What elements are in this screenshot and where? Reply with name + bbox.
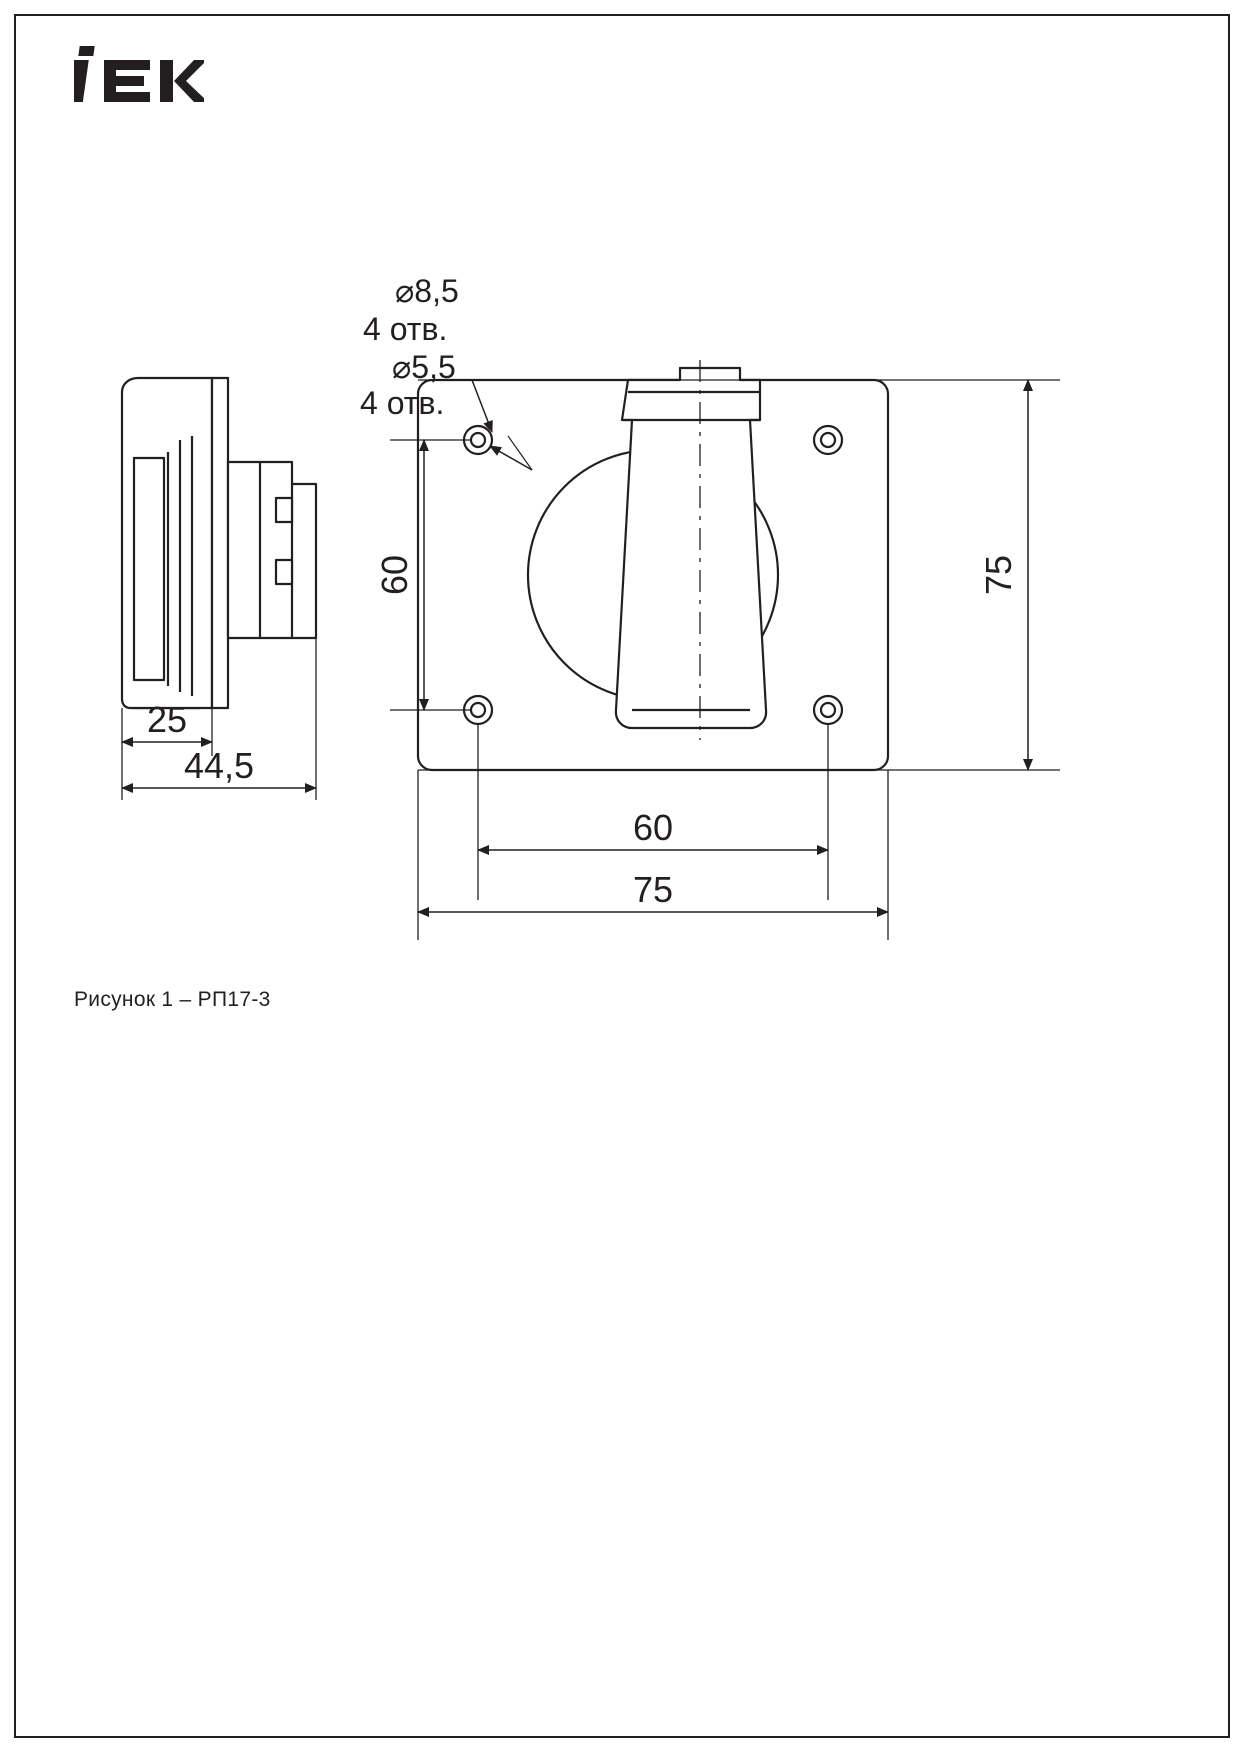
label-hole-diameter-8-5: ⌀8,5 (395, 273, 459, 309)
side-view-shape (122, 378, 316, 708)
label-hole-diameter-5-5: ⌀5,5 (392, 349, 456, 385)
label-dim-vert-75: 75 (978, 554, 1019, 596)
label-hole-count-4-upper: 4 отв. (363, 311, 448, 347)
iek-logo (74, 44, 204, 106)
technical-drawing (60, 240, 1120, 940)
label-dim-vert-60: 60 (374, 554, 415, 596)
label-dim-horz-75: 75 (632, 869, 674, 910)
label-dim-horz-60: 60 (632, 807, 674, 848)
label-hole-count-4-lower: 4 отв. (360, 385, 445, 421)
label-dim-25: 25 (146, 699, 188, 740)
label-dim-44-5: 44,5 (183, 745, 255, 786)
figure-caption: Рисунок 1 – РП17-3 (74, 988, 271, 1011)
